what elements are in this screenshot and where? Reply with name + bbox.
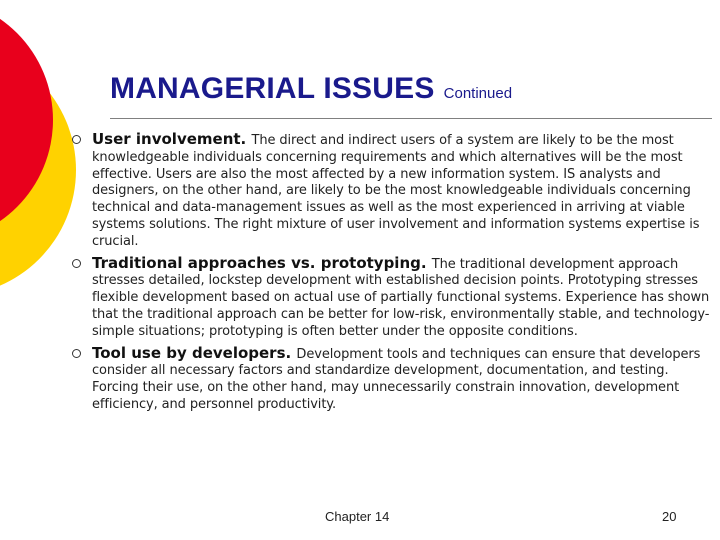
- title-divider: [110, 118, 712, 119]
- bullet-lead: Traditional approaches vs. prototyping.: [92, 253, 432, 272]
- bullet-text: The direct and indirect users of a system are likely to be the most knowledgeable individuals concerning requirements and which alternatives will be the most effective. Users are also the most affected by a new information system. IS analysts and designers, on the other hand, are likely to be the most knowledgeable individuals concerning technical and data-management issues as well as the most experienced in arriving at viable systems solutions. The right mixture of user involvement and information systems expertise is crucial.: [92, 133, 700, 249]
- bullet-item-user-involvement: [71, 131, 713, 251]
- bullet-item-traditional-vs-prototyping: [71, 255, 713, 341]
- footer-page-number: 20: [662, 509, 677, 524]
- bullet-list: [71, 131, 713, 418]
- title-text: MANAGERIAL ISSUES: [110, 72, 435, 105]
- footer-chapter: Chapter 14: [325, 509, 390, 524]
- bullet-circle-icon: [72, 349, 81, 358]
- bullet-item-tool-use: [71, 345, 713, 414]
- title-continued: Continued: [443, 85, 513, 102]
- bullet-lead: Tool use by developers.: [92, 343, 297, 362]
- slide-title: [110, 72, 512, 106]
- bullet-circle-icon: [72, 259, 81, 268]
- bullet-lead: User involvement.: [92, 130, 252, 148]
- bullet-text: Development tools and techniques can ensure that developers consider all necessary factors and standardize development, documentation, and testing. Forcing their use, on the other hand, may unnecessarily constrain innovation, development efficiency, and personnel productivity.: [92, 346, 701, 412]
- bullet-text: The traditional development approach stresses detailed, lockstep development with established decision points. Prototyping stresses flexible development based on actual use of partially functional systems. Experience has shown that the traditional approach can be better for low-risk, environmentally stable, and technology-simple situations; prototyping is often better under the opposite conditions.: [92, 256, 710, 339]
- bullet-circle-icon: [72, 135, 81, 144]
